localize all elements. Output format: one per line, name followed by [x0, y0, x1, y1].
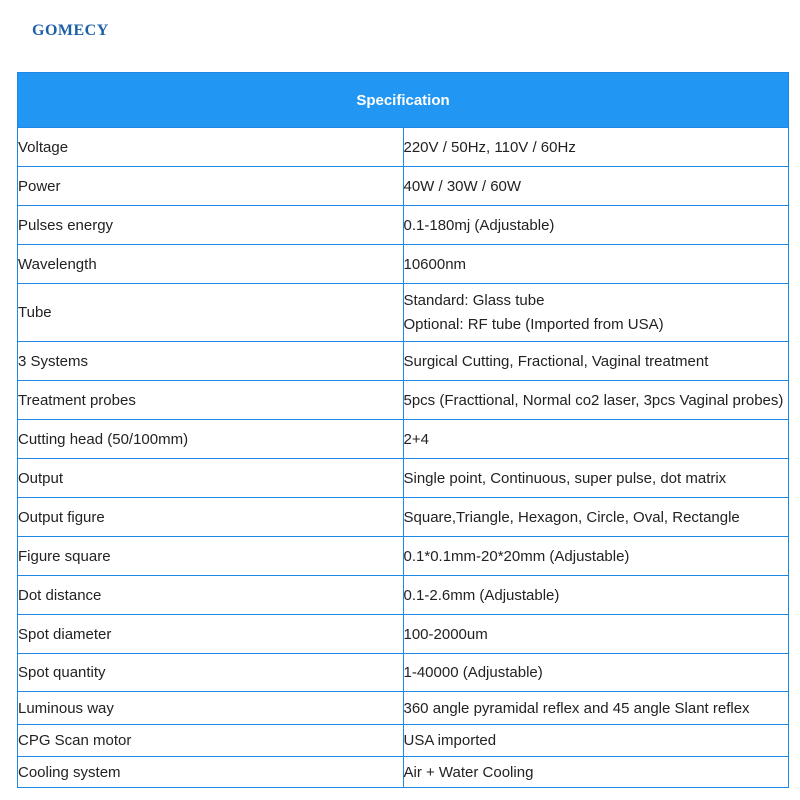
row-label: Dot distance [18, 576, 404, 615]
row-label: Figure square [18, 537, 404, 576]
row-value: 360 angle pyramidal reflex and 45 angle Slant reflex [403, 692, 789, 725]
row-label: Spot quantity [18, 654, 404, 692]
row-value-line: Standard: Glass tube [403, 291, 545, 309]
row-value: 5pcs (Fracttional, Normal co2 laser, 3pcs Vaginal probes) [403, 381, 789, 420]
row-label: Pulses energy [18, 206, 404, 245]
specification-table [17, 72, 789, 788]
table-row [18, 245, 789, 284]
row-value: Surgical Cutting, Fractional, Vaginal treatment [403, 342, 789, 381]
row-label: 3 Systems [18, 342, 404, 381]
row-value: USA imported [403, 725, 789, 757]
brand-logo: GOMECY [32, 22, 109, 39]
row-label: CPG Scan motor [18, 725, 404, 757]
row-label: Luminous way [18, 692, 404, 725]
table-row [18, 381, 789, 420]
row-value: 2+4 [403, 420, 789, 459]
table-header-row [18, 73, 789, 128]
row-label: Voltage [18, 128, 404, 167]
table-title: Specification [18, 73, 789, 128]
row-value: 0.1-2.6mm (Adjustable) [403, 576, 789, 615]
row-value: 100-2000um [403, 615, 789, 654]
row-label: Wavelength [18, 245, 404, 284]
row-label: Cooling system [18, 757, 404, 788]
row-label: Output figure [18, 498, 404, 537]
row-label: Spot diameter [18, 615, 404, 654]
row-label: Power [18, 167, 404, 206]
row-value-line: Optional: RF tube (Imported from USA) [403, 315, 664, 333]
table-row [18, 128, 789, 167]
table-row [18, 206, 789, 245]
row-value: 0.1*0.1mm-20*20mm (Adjustable) [403, 537, 789, 576]
row-label: Cutting head (50/100mm) [18, 420, 404, 459]
table-row [18, 576, 789, 615]
row-value: 1-40000 (Adjustable) [403, 654, 789, 692]
table-row [18, 615, 789, 654]
row-value: 10600nm [403, 245, 789, 284]
row-value: Air + Water Cooling [403, 757, 789, 788]
table-row [18, 654, 789, 692]
row-label: Output [18, 459, 404, 498]
table-row [18, 284, 789, 342]
row-value: 220V / 50Hz, 110V / 60Hz [403, 128, 789, 167]
table-row [18, 537, 789, 576]
table-row [18, 342, 789, 381]
row-value [403, 284, 789, 342]
row-label: Treatment probes [18, 381, 404, 420]
row-value: Square,Triangle, Hexagon, Circle, Oval, Rectangle [403, 498, 789, 537]
row-value: 40W / 30W / 60W [403, 167, 789, 206]
table-row [18, 420, 789, 459]
row-value: Single point, Continuous, super pulse, dot matrix [403, 459, 789, 498]
table-row [18, 167, 789, 206]
table-row [18, 498, 789, 537]
table-row [18, 459, 789, 498]
row-label: Tube [18, 284, 404, 342]
row-value: 0.1-180mj (Adjustable) [403, 206, 789, 245]
table-row [18, 757, 789, 788]
table-row [18, 725, 789, 757]
table-row [18, 692, 789, 725]
